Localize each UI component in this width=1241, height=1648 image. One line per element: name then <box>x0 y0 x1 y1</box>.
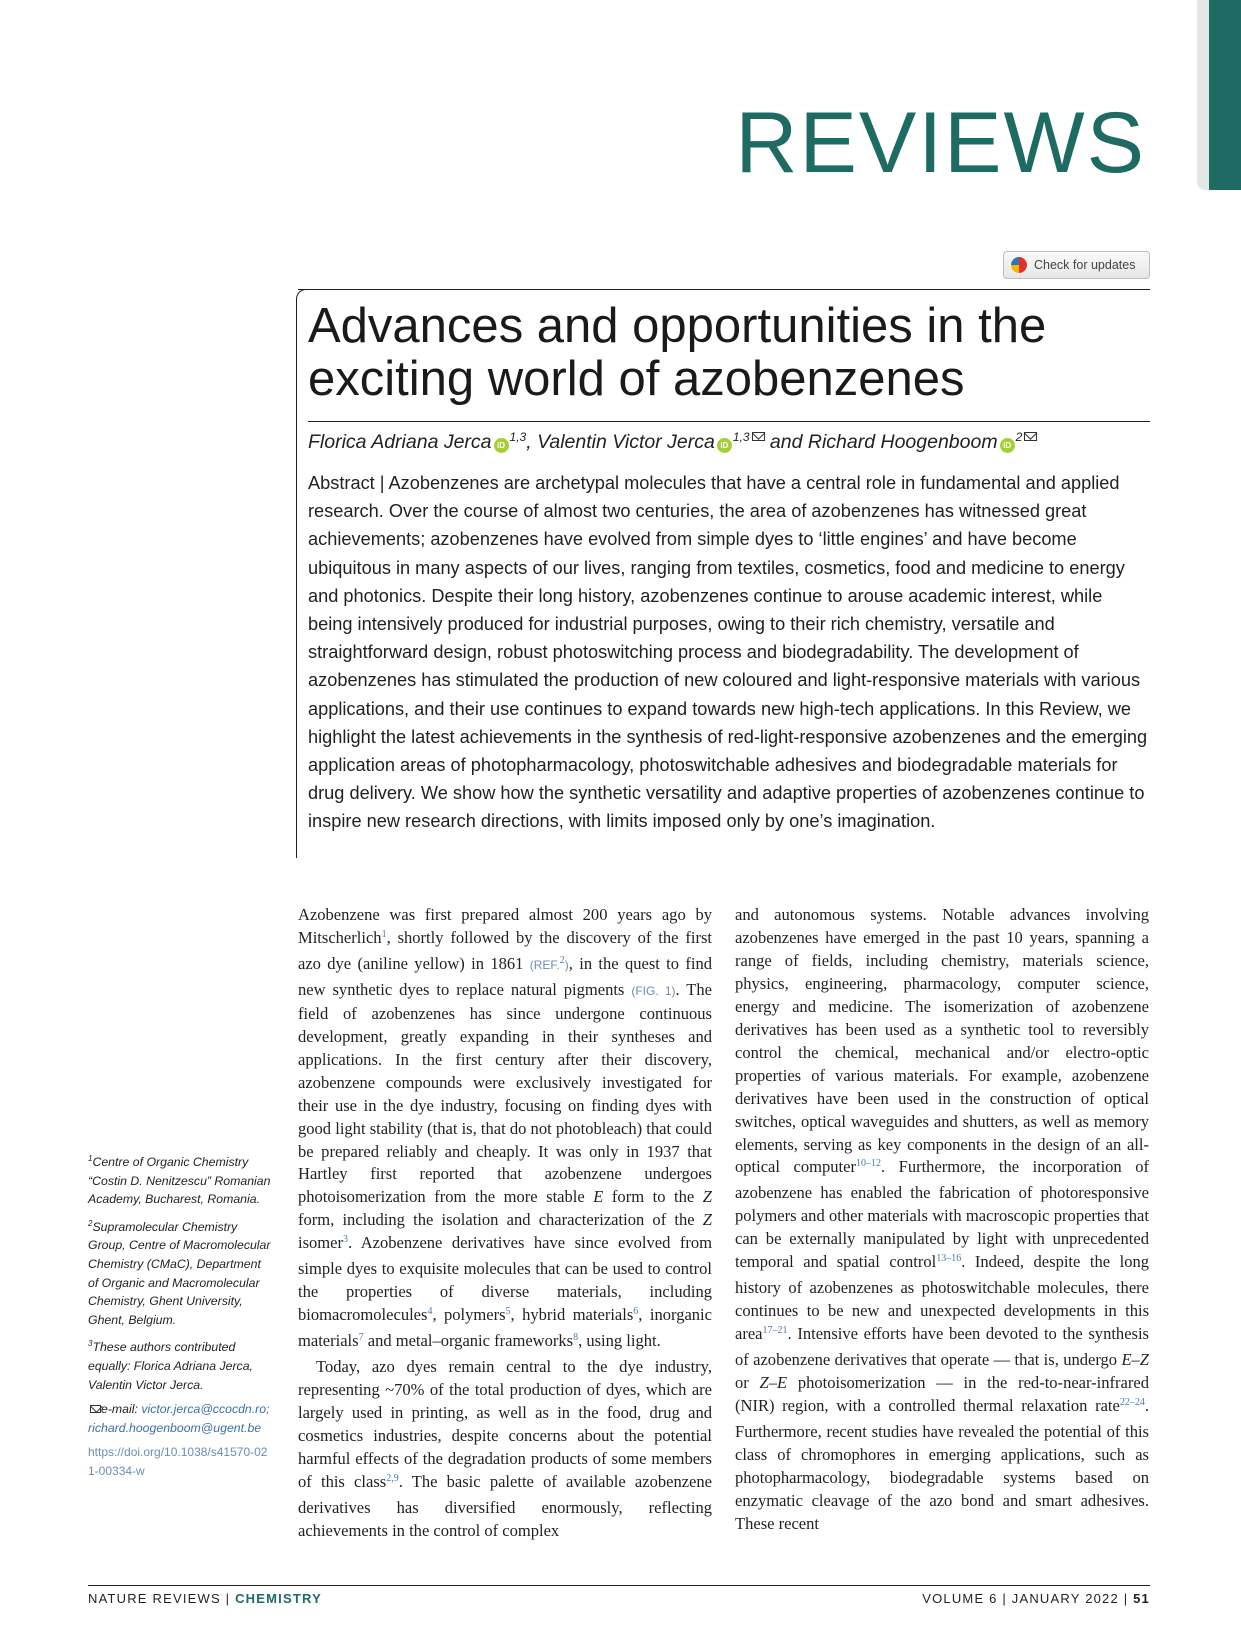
citation-ref[interactable]: 17–21 <box>762 1325 788 1337</box>
author-affiliation: 2 <box>1015 430 1023 444</box>
body-paragraph <box>735 904 1149 1536</box>
citation-ref[interactable]: 2 <box>559 954 565 966</box>
footer-rule <box>88 1585 1150 1586</box>
text-run: , hybrid materials <box>510 1305 634 1325</box>
text-run: . Furthermore, the incorporation of azobenzene has enabled the fabrication of photoresponsive polymers and other materials with macroscopic properties that can be externally manipulated by light with unprecedented temporal and spatial control <box>735 1157 1150 1272</box>
cross-ref[interactable]: (FIG. 1) <box>631 983 676 998</box>
text-run: . Intensive efforts have been devoted to the synthesis of azobenzene derivatives that operate — that is, undergo <box>735 1324 1149 1370</box>
author-list <box>308 430 1148 454</box>
text-run: , shortly followed by the discovery of the first azo dye (aniline yellow) in 1861 <box>298 927 712 973</box>
text-run: and autonomous systems. Notable advances involving azobenzenes have emerged in the past 10 years, spanning a range of fields, including chemistry, materials science, physics, engineering, pharmacology, computer science, energy and medicine. The isomerization of azobenzene derivatives has been used as a synthetic tool to reversibly control the chemical, mechanical and/or electro-optic properties of various materials. For example, azobenzene derivatives have been used in the construction of optical switches, optical waveguides and shutters, as well as memory elements, serving as key components in the design of an all-optical computer <box>735 905 1149 1177</box>
italic-run: Z <box>702 1187 712 1207</box>
edge-tab-light <box>1197 0 1209 190</box>
author-name[interactable]: Richard Hoogenboom <box>807 431 998 453</box>
author-affiliation: 1,3 <box>509 430 527 444</box>
body-column-left <box>298 904 712 1543</box>
citation-ref[interactable]: 13–16 <box>936 1253 962 1265</box>
footer-journal-section: CHEMISTRY <box>235 1591 322 1606</box>
citation-ref[interactable]: 22–24 <box>1119 1397 1145 1409</box>
article-title: Advances and opportunities in the exciting world of azobenzenes <box>308 299 1047 406</box>
edge-tab-dark <box>1209 0 1241 190</box>
text-run: form to the <box>603 1187 703 1207</box>
page-number: 51 <box>1133 1591 1150 1606</box>
footer-journal: NATURE REVIEWS | CHEMISTRY <box>88 1591 322 1606</box>
italic-run: Z–E <box>759 1373 788 1393</box>
envelope-icon <box>90 1405 101 1413</box>
citation-ref[interactable]: 7 <box>358 1332 364 1344</box>
text-run: or <box>735 1373 760 1393</box>
text-run: . Azobenzene derivatives have since evolved from simple dyes to exquisite molecules that can be used to control the properties of diverse materials, including biomacromolecules <box>298 1233 712 1325</box>
check-for-updates-button[interactable] <box>1003 251 1150 279</box>
title-rule <box>308 421 1150 422</box>
text-run: and metal–organic frameworks <box>363 1331 574 1351</box>
text-run: . Furthermore, recent studies have revealed the potential of this class of chromophores in emerging applications, such as photopharmacology, biodegradable systems based on enzymatic cleavage of the azo bond and smart adhesives. These recent <box>735 1396 1149 1533</box>
affiliation-1: $^1$Centre of Organic Chemistry “Costin D. Nenitzescu” Romanian Academy, Bucharest, Romania. <box>88 1154 271 1207</box>
text-run: . The basic palette of available azobenzene derivatives has diversified enormously, reflecting achievements in the control of complex <box>298 1471 712 1540</box>
text-run: Today, azo dyes remain central to the dye industry, representing ~70% of the total production of dyes, which are largely used in printing, as well as in the food, drug and cosmetics industries, despite concerns about the potential harmful effects of the degradation products of some members of this class <box>298 1357 712 1491</box>
doi-link[interactable]: https://doi.org/10.1038/s41570-021-00334-w <box>88 1445 268 1478</box>
citation-ref[interactable]: 3 <box>343 1234 348 1246</box>
author-separator: , <box>526 431 538 453</box>
author-name[interactable]: Florica Adriana Jerca <box>308 431 492 453</box>
text-run: photoisomerization — in the red-to-near-infrared (NIR) region, with a controlled thermal relaxation rate <box>735 1373 1149 1416</box>
crossmark-icon <box>1011 257 1027 273</box>
body-paragraph <box>298 1356 712 1543</box>
text-run: form, including the isolation and characterization of the <box>298 1210 703 1230</box>
frame-left-rule <box>296 300 297 858</box>
citation-ref[interactable]: 4 <box>427 1306 433 1318</box>
text-run: , polymers <box>432 1305 506 1325</box>
citation-ref[interactable]: 10–12 <box>855 1158 881 1170</box>
italic-run: E–Z <box>1121 1350 1149 1370</box>
italic-run: Z <box>702 1210 712 1230</box>
author-name[interactable]: Valentin Victor Jerca <box>537 431 715 453</box>
citation-ref[interactable]: 6 <box>633 1306 639 1318</box>
author-affiliation: 1,3 <box>732 430 750 444</box>
text-run: . The field of azobenzenes has since undergone continuous development, greatly expanding in their syntheses and applications. In the first century after their discovery, azobenzene compounds were exclusively investigated for their use in the dye industry, focusing on finding dyes with good light stability (that is, that do not photobleach) that could be prepared reliably and cheaply. It was only in 1937 that Hartley first reported that azobenzene undergoes photoisomerization from the more stable <box>298 979 712 1207</box>
email-link[interactable]: victor.jerca@ccocdn.ro; <box>141 1402 270 1417</box>
citation-ref[interactable]: 5 <box>505 1306 511 1318</box>
affiliation-2: $^2$Supramolecular Chemistry Group, Centre of Macromolecular Chemistry (CMaC), Department of Organic and Macromolecular Chemistry, Ghent University, Ghent, Belgium. <box>88 1218 271 1327</box>
author-separator: and <box>764 431 808 453</box>
section-label: REVIEWS <box>735 95 1146 191</box>
citation-ref[interactable]: 8 <box>573 1332 579 1344</box>
cross-ref[interactable]: (REF. <box>529 957 560 972</box>
orcid-icon[interactable]: iD <box>1000 438 1015 453</box>
envelope-icon[interactable] <box>752 432 765 441</box>
citation-ref[interactable]: 2,9 <box>386 1472 399 1484</box>
orcid-icon[interactable]: iD <box>717 438 732 453</box>
affiliations-sidebar <box>88 1150 274 1487</box>
email-link[interactable]: richard.hoogenboom@ugent.be <box>88 1420 262 1435</box>
body-paragraph <box>298 904 712 1356</box>
body-column-right <box>735 904 1149 1536</box>
text-run: isomer <box>298 1233 343 1253</box>
text-run: . Indeed, despite the long history of azobenzenes as photoswitchable molecules, there continues to be new and unexpected developments in this area <box>735 1252 1150 1344</box>
citation-ref[interactable]: 1 <box>381 928 387 940</box>
footer-issue: VOLUME 6 | JANUARY 2022 | 51 <box>922 1591 1150 1606</box>
abstract: Abstract | Azobenzenes are archetypal molecules that have a central role in fundamental and applied research. Over the course of almost two centuries, the area of azobenzenes has witnessed great achievements; azobenzenes have evolved from simple dyes to ‘little engines’ and have become ubiquitous in many aspects of our lives, ranging from textiles, cosmetics, food and medicine to energy and photonics. Despite their long history, azobenzenes continue to arouse academic interest, while being intensively produced for industrial purposes, owing to their rich chemistry, versatile and straightforward design, robust photoswitching process and biodegradability. The development of azobenzenes has stimulated the production of new coloured and light-responsive materials with various applications, and their use continues to expand towards new high-tech applications. In this Review, we highlight the latest achievements in the synthesis of red-light-responsive azobenzenes and the emerging application areas of photopharmacology, photoswitchable adhesives and biodegradable materials for drug delivery. We show how the synthetic versatility and adaptive properties of azobenzenes continue to inspire new research directions, with limits imposed only by one’s imagination. <box>308 473 1148 832</box>
envelope-icon[interactable] <box>1024 432 1037 441</box>
affiliation-3: $^3$These authors contributed equally: Florica Adriana Jerca, Valentin Victor Jerca. <box>88 1339 253 1392</box>
email-block: e-mail: victor.jerca@ccocdn.ro; richard.hoogenboom@ugent.be <box>88 1402 270 1435</box>
frame-top-rule <box>298 289 1150 290</box>
cross-ref[interactable]: ) <box>564 957 569 972</box>
text-run: , using light. <box>578 1331 661 1351</box>
text-run: , in the quest to find new synthetic dyes to replace natural pigments <box>298 953 713 999</box>
orcid-icon[interactable]: iD <box>494 438 509 453</box>
text-run: , inorganic materials <box>298 1305 712 1351</box>
italic-run: E <box>593 1187 604 1207</box>
check-for-updates-label: Check for updates <box>1034 258 1136 272</box>
text-run: Azobenzene was first prepared almost 200 years ago by Mitscherlich <box>298 905 712 947</box>
